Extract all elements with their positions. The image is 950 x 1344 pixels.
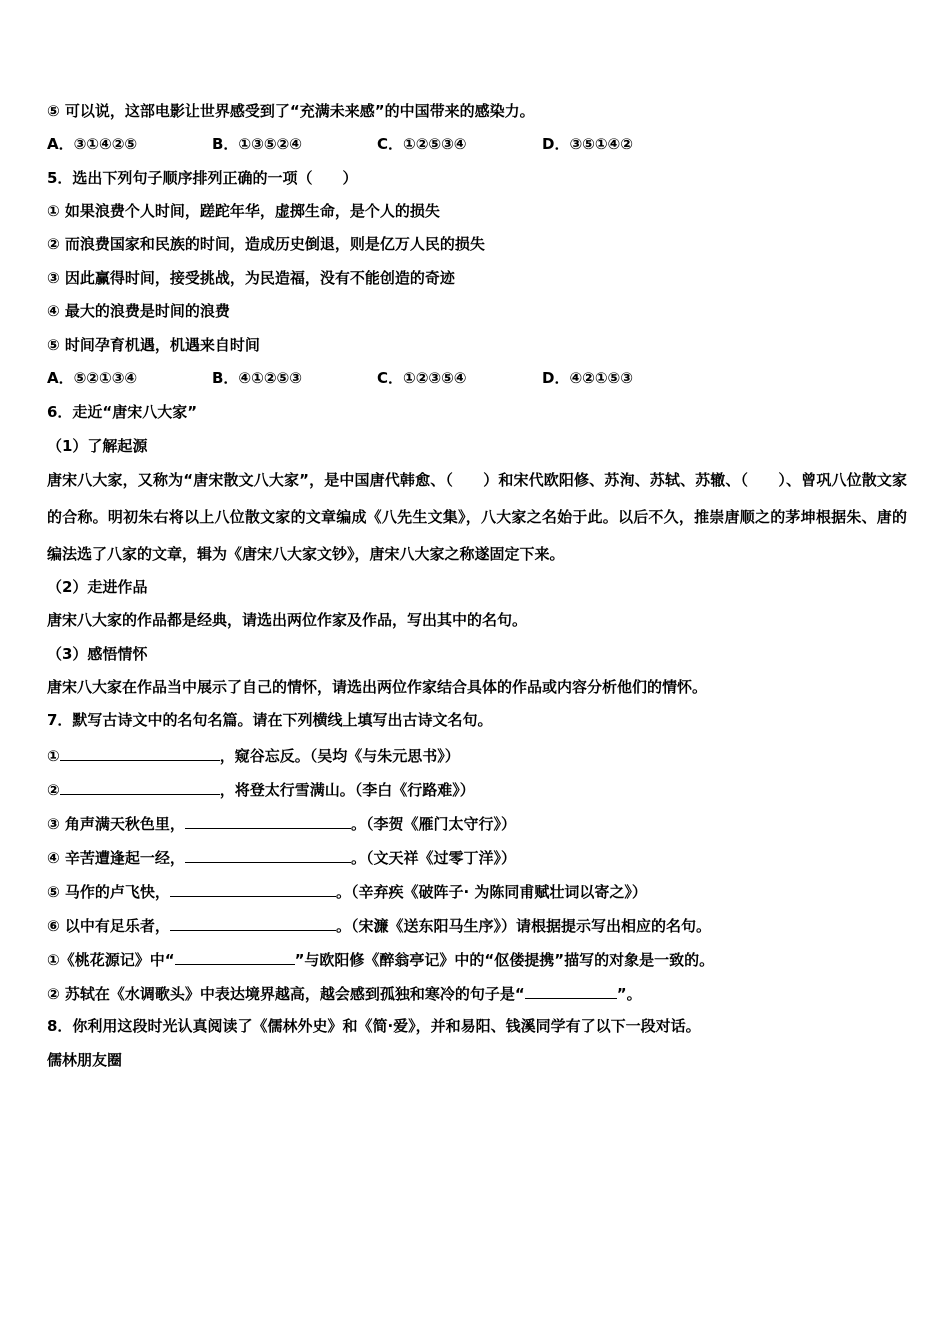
q4-option-c: C．①②⑤③④ xyxy=(377,135,467,153)
answer-blank[interactable] xyxy=(185,812,351,829)
q7-line-7: ①《桃花源记》中“ ”与欧阳修《醉翁亭记》中的“伛偻提携”描写的对象是一致的。 xyxy=(47,948,714,970)
q7-line-1: ① ，窥谷忘反。（吴均《与朱元思书》） xyxy=(47,744,460,766)
answer-blank[interactable] xyxy=(60,778,220,795)
q6-part1-title: （1）了解起源 xyxy=(47,437,148,455)
q6-part2-title: （2）走进作品 xyxy=(47,578,148,596)
q4-options xyxy=(47,134,707,154)
q5-stem: 5．选出下列句子顺序排列正确的一项（ ） xyxy=(47,169,358,187)
answer-blank[interactable] xyxy=(170,914,336,931)
q6-part3-text: 唐宋八大家在作品当中展示了自己的情怀，请选出两位作家结合具体的作品或内容分析他们的情怀。 xyxy=(47,678,708,696)
q5-option-c: C．①②③⑤④ xyxy=(377,369,467,387)
q5-options xyxy=(47,368,707,388)
q7-stem: 7．默写古诗文中的名句名篇。请在下列横线上填写出古诗文名句。 xyxy=(47,711,493,729)
q8-subtitle: 儒林朋友圈 xyxy=(47,1051,123,1069)
q5-option-a: A．⑤②①③④ xyxy=(47,369,138,387)
q5-item-4: ④ 最大的浪费是时间的浪费 xyxy=(47,302,230,320)
q7-line-5: ⑤ 马作的卢飞快， 。（辛弃疾《破阵子· 为陈同甫赋壮词以寄之》） xyxy=(47,880,647,902)
answer-blank[interactable] xyxy=(170,880,336,897)
q4-item-5: ⑤ 可以说，这部电影让世界感受到了“充满未来感”的中国带来的感染力。 xyxy=(47,102,535,120)
q5-option-b: B．④①②⑤③ xyxy=(212,369,302,387)
q7-line-3: ③ 角声满天秋色里， 。（李贺《雁门太守行》） xyxy=(47,812,516,834)
q8-stem: 8．你利用这段时光认真阅读了《儒林外史》和《简·爱》，并和易阳、钱溪同学有了以下一段对话。 xyxy=(47,1017,701,1035)
q5-option-d: D．④②①⑤③ xyxy=(542,369,633,387)
q6-stem: 6．走近“唐宋八大家” xyxy=(47,403,198,421)
q4-option-b: B．①③⑤②④ xyxy=(212,135,302,153)
q5-item-2: ② 而浪费国家和民族的时间，造成历史倒退，则是亿万人民的损失 xyxy=(47,235,485,253)
q5-item-1: ① 如果浪费个人时间，蹉跎年华，虚掷生命，是个人的损失 xyxy=(47,202,440,220)
q4-option-d: D．③⑤①④② xyxy=(542,135,633,153)
q7-line-6: ⑥ 以中有足乐者， 。（宋濂《送东阳马生序》）请根据提示写出相应的名句。 xyxy=(47,914,711,936)
answer-blank[interactable] xyxy=(175,948,295,965)
q7-line-4: ④ 辛苦遭逢起一经， 。（文天祥《过零丁洋》） xyxy=(47,846,516,868)
q7-line-2: ② ，将登太行雪满山。（李白《行路难》） xyxy=(47,778,475,800)
q5-item-5: ⑤ 时间孕育机遇，机遇来自时间 xyxy=(47,336,260,354)
q6-part1-text: 唐宋八大家，又称为“唐宋散文八大家”，是中国唐代韩愈、（ ）和宋代欧阳修、苏洵、苏轼、苏辙、（ ）、曾巩八位散文家的合称。明初朱右将以上八位散文家的文章编成《八先生文集》，八大家之名始于此。以后不久，推崇唐顺之的茅坤根据朱、唐的编法选了八家的文章，辑为《唐宋八大家文钞》，唐宋八大家之称遂固定下来。 xyxy=(47,471,907,563)
answer-blank[interactable] xyxy=(185,846,351,863)
q6-part2-text: 唐宋八大家的作品都是经典，请选出两位作家及作品，写出其中的名句。 xyxy=(47,611,528,629)
answer-blank[interactable] xyxy=(60,744,220,761)
answer-blank[interactable] xyxy=(525,982,617,999)
q6-part3-title: （3）感悟情怀 xyxy=(47,645,148,663)
q7-line-8: ② 苏轼在《水调歌头》中表达境界越高，越会感到孤独和寒冷的句子是“ ”。 xyxy=(47,982,642,1004)
q5-item-3: ③ 因此赢得时间，接受挑战，为民造福，没有不能创造的奇迹 xyxy=(47,269,455,287)
q4-option-a: A．③①④②⑤ xyxy=(47,135,138,153)
